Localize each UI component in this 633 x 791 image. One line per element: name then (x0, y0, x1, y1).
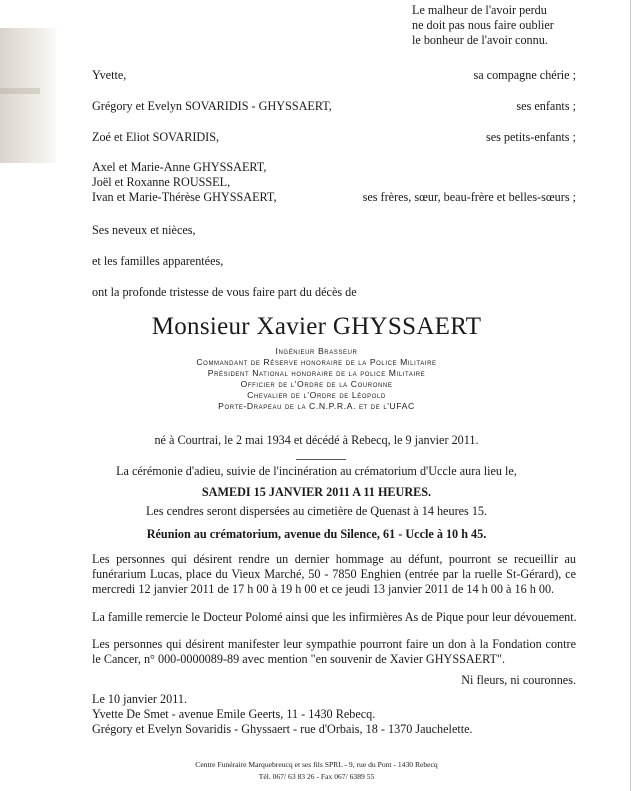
family-sibling-3: Ivan et Marie-Thérèse GHYSSAERT, (92, 190, 277, 204)
family-grandchildren-name: Zoé et Eliot SOVARIDIS, (92, 130, 220, 144)
quote-line-3: le bonheur de l'avoir connu. (412, 33, 548, 47)
homage-paragraph: Les personnes qui désirent rendre un dernier hommage au défunt, pourront se recueillir au funérarium Lucas, place du Vieux Marché, 50 - 7850 Enghien (entrée par la ruelle St-Gérard), ce mercredi 12 janvier 2011 de 17 h 00 à 19 h 00 et ce jeudi 13 janvier 2011 de 14 h 00 à 16 h 00. (92, 552, 576, 596)
footer-line-2: Tél. 067/ 63 83 26 - Fax 067/ 6389 55 (258, 772, 375, 781)
title-6: Porte-Drapeau de la C.N.P.R.A. et de l'UFAC (218, 401, 415, 411)
title-4: Officier de l'Ordre de la Couronne (240, 379, 393, 389)
signature-date: Le 10 janvier 2011. (92, 692, 187, 706)
family-sibling-1: Axel et Marie-Anne GHYSSAERT, (92, 160, 267, 174)
footer-line-1: Centre Funéraire Marquebreucq et ses fils SPRL - 9, rue du Pont - 1430 Rebecq (195, 760, 438, 769)
no-flowers: Ni fleurs, ni couronnes. (461, 673, 576, 687)
thanks-paragraph: La famille remercie le Docteur Polomé ainsi que les infirmières As de Pique pour leur dévouement. (92, 610, 577, 624)
section-divider (296, 459, 346, 460)
family-children-relation: ses enfants ; (516, 99, 576, 113)
photo-fragment (0, 28, 56, 163)
birth-death: né à Courtrai, le 2 mai 1934 et décédé à Rebecq, le 9 janvier 2011. (154, 433, 479, 447)
announcement: ont la profonde tristesse de vous faire part du décès de (92, 285, 357, 299)
title-5: Chevalier de l'Ordre de Léopold (247, 390, 386, 400)
title-3: Président National honoraire de la police Militaire (207, 368, 426, 378)
ceremony-meeting: Réunion au crématorium, avenue du Silence, 61 - Uccle à 10 h 45. (146, 527, 487, 541)
ceremony-ashes: Les cendres seront dispersées au cimetière de Quenast à 14 heures 15. (145, 504, 488, 518)
ceremony-intro: La cérémonie d'adieu, suivie de l'incinération au crématorium d'Uccle aura lieu le, (116, 464, 517, 478)
family-yvette-name: Yvette, (92, 68, 127, 82)
quote-line-2: ne doit pas nous faire oublier (412, 18, 554, 32)
quote-line-1: Le malheur de l'avoir perdu (412, 3, 547, 17)
title-1: Ingénieur Brasseur (275, 346, 358, 356)
family-sibling-2: Joël et Roxanne ROUSSEL, (92, 175, 231, 189)
family-children-name: Grégory et Evelyn SOVARIDIS - GHYSSAERT, (92, 99, 332, 113)
title-2: Commandant de Réserve honoraire de la Police Militaire (196, 357, 437, 367)
signature-line-2: Grégory et Evelyn Sovaridis - Ghyssaert - rue d'Orbais, 18 - 1370 Jauchelette. (92, 722, 473, 736)
family-siblings-relation: ses frères, sœur, beau-frère et belles-sœurs ; (362, 190, 576, 204)
signature-line-1: Yvette De Smet - avenue Emile Geerts, 11 - 1430 Rebecq. (92, 707, 376, 721)
family-families: et les familles apparentées, (92, 254, 224, 268)
family-nephews: Ses neveux et nièces, (92, 223, 196, 237)
family-yvette-relation: sa compagne chérie ; (473, 68, 576, 82)
ceremony-date: SAMEDI 15 JANVIER 2011 A 11 HEURES. (201, 485, 432, 499)
deceased-name: Monsieur Xavier GHYSSAERT (151, 313, 482, 340)
family-grandchildren-relation: ses petits-enfants ; (485, 130, 576, 144)
donation-paragraph: Les personnes qui désirent manifester leur sympathie pourront faire un don à la Fondation contre le Cancer, n° 000-0000089-89 avec mention "en souvenir de Xavier GHYSSAERT". (92, 637, 576, 666)
